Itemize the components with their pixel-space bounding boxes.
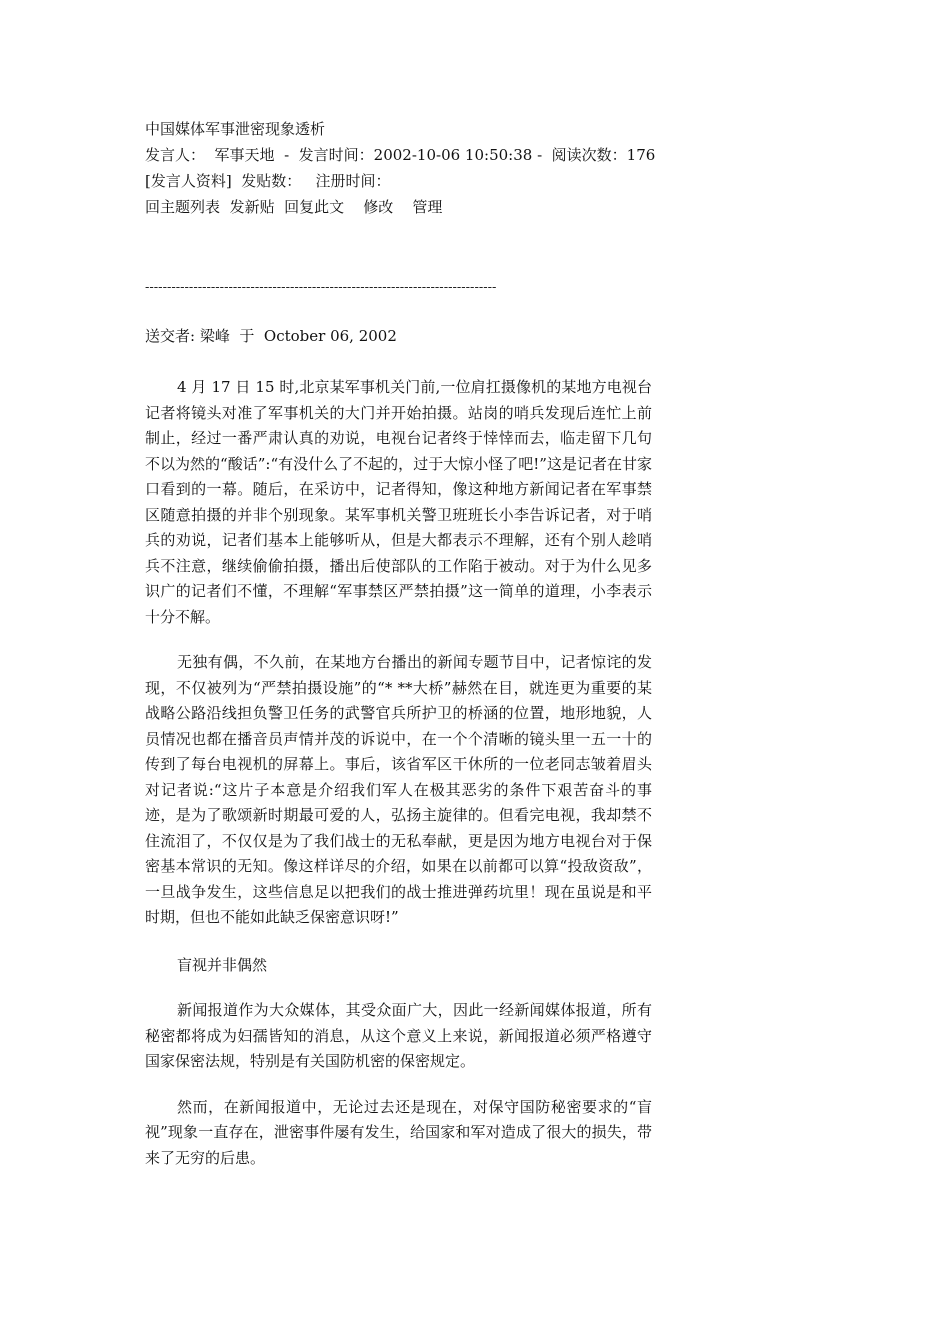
forum-post	[145, 116, 665, 1171]
post-title: 中国媒体军事泄密现象透析	[145, 120, 326, 138]
article-paragraph-4: 然而，在新闻报道中，无论过去还是现在，对保守国防秘密要求的“盲视”现象一直存在，泄密事件屡有发生，给国家和军对造成了很大的损失，带来了无穷的后患。	[145, 1097, 652, 1167]
article-paragraph-3: 新闻报道作为大众媒体，其受众面广大，因此一经新闻媒体报道，所有秘密都将成为妇孺皆知的消息，从这个意义上来说，新闻报道必须严格遵守国家保密法规，特别是有关国防机密的保密规定。	[145, 1001, 652, 1070]
article-paragraph-2: 无独有偶，不久前，在某地方台播出的新闻专题节目中，记者惊诧的发现，不仅被列为“严禁拍摄设施”的“* **大桥”赫然在目，就连更为重要的某战略公路沿线担负警卫任务的武警官兵所护卫的桥涵的位置，地形地貌，人员情况也都在播音员声情并茂的诉说中，在一个个清晰的镜头里一五一十的传到了每台电视机的屏幕上。事后，该省军区干休所的一位老同志皱着眉头对记者说:“这片子本意是介绍我们军人在极其恶劣的条件下艰苦奋斗的事迹，是为了歌颂新时期最可爱的人，弘扬主旋律的。但看完电视，我却禁不住流泪了，不仅仅是为了我们战士的无私奉献，更是因为地方电视台对于保密基本常识的无知。像这样详尽的介绍，如果在以前都可以算“投敌资敌”，一旦战争发生，这些信息足以把我们的战士推进弹药坑里！现在虽说是和平时期，但也不能如此缺乏保密意识呀!”	[145, 653, 652, 926]
post-meta-line	[145, 142, 665, 168]
poster-profile-text: [发言人资料] 发贴数： 注册时间：	[145, 172, 391, 190]
edit-link[interactable]: 修改	[363, 198, 394, 216]
new-post-link[interactable]: 发新贴	[229, 198, 275, 216]
poster-profile-line	[145, 168, 665, 194]
article-paragraph-1: 4 月 17 日 15 时,北京某军事机关门前,一位肩扛摄像机的某地方电视台记者将镜头对准了军事机关的大门并开始拍摄。站岗的哨兵发现后连忙上前制止，经过一番严肃认真的劝说，电视台记者终于悻悻而去，临走留下几句不以为然的“酸话”:“有没什么了不起的，过于大惊小怪了吧!”这是记者在甘家口看到的一幕。随后，在采访中，记者得知，像这种地方新闻记者在军事禁区随意拍摄的并非个别现象。某军事机关警卫班班长小李告诉记者，对于哨兵的劝说，记者们基本上能够听从，但是大都表示不理解，还有个别人趁哨兵不注意，继续偷偷拍摄，播出后使部队的工作陷于被动。对于为什么见多识广的记者们不懂，不理解“军事禁区严禁拍摄”这一简单的道理，小李表示十分不解。	[145, 378, 652, 626]
sender-line: 送交者: 梁峰 于 October 06, 2002	[145, 327, 397, 345]
reply-link[interactable]: 回复此文	[284, 198, 345, 216]
back-to-list-link[interactable]: 回主题列表	[145, 198, 221, 216]
post-actions	[145, 194, 665, 220]
manage-link[interactable]: 管理	[412, 198, 443, 216]
separator-line: --------------------------------------------------------------------------------	[145, 280, 497, 295]
post-meta-text: 发言人： 军事天地 - 发言时间：2002-10-06 10:50:38 - 阅读次数：176	[145, 146, 656, 164]
section-heading: 盲视并非偶然	[177, 955, 268, 974]
